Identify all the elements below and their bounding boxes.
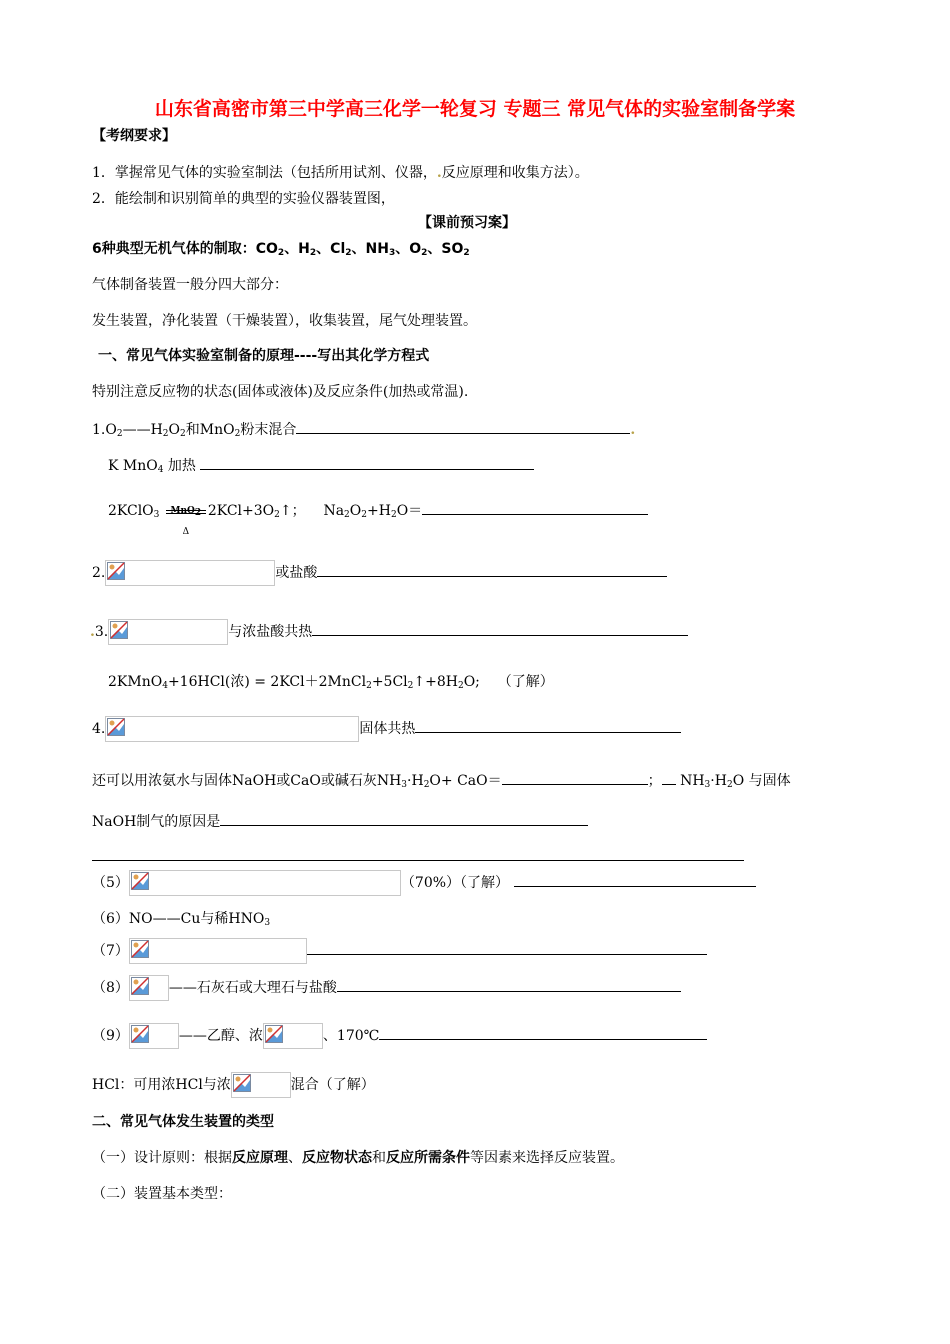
intro-line-1: 气体制备装置一般分四大部分： — [92, 277, 288, 293]
answer-blank[interactable] — [415, 718, 681, 733]
answer-blank[interactable] — [514, 872, 756, 887]
missing-image-icon — [129, 938, 307, 964]
requirement-2: 2．能绘制和识别简单的典型的实验仪器装置图， — [92, 191, 395, 207]
ammonia-line: 还可以用浓氨水与固体NaOH或CaO或碱石灰$NH_3\cdot H_2O+ CaO=$ ； $NH_3\cdot H_2O$ 与固体 — [92, 770, 791, 790]
item-9: （9） ——乙醇、浓 、170℃ — [92, 1023, 707, 1049]
page-title: 山东省高密市第三中学高三化学一轮复习 专题三 常见气体的实验室制备学案 — [154, 98, 796, 120]
missing-image-icon — [129, 1023, 179, 1049]
answer-blank[interactable] — [502, 770, 648, 785]
missing-image-icon — [129, 870, 401, 896]
hcl-line: HCl：可用浓HCl与浓 混合（了解） — [92, 1072, 375, 1098]
intro-line-2: 发生装置，净化装置（干燥装置），收集装置，尾气处理装置。 — [92, 313, 477, 329]
requirement-1: 1．掌握常见气体的实验室制法（包括所用试剂、仪器，.反应原理和收集方法）。 — [92, 165, 589, 181]
item-5: （5） （70%）（了解） — [92, 870, 756, 896]
reaction-condition: MnO$_2$ Δ — [166, 496, 206, 526]
item-6: （6）NO——Cu与稀$HNO_3$ — [92, 911, 271, 928]
item-4: 4. 固体共热 — [92, 716, 681, 742]
answer-blank-line[interactable] — [92, 846, 744, 866]
item-1-o2: $1.O_2——H_2O_2$和MnO$_2$粉末混合 . — [92, 419, 635, 439]
answer-blank[interactable] — [379, 1025, 707, 1040]
design-principle: （一）设计原则：根据反应原理、反应物状态和反应所需条件等因素来选择反应装置。 — [92, 1150, 624, 1166]
answer-blank[interactable] — [312, 621, 688, 636]
missing-image-icon — [231, 1072, 291, 1098]
section-2-heading: 二、常见气体发生装置的类型 — [92, 1114, 274, 1130]
kmno4-heating-line: K MnO$_4$ 加热 — [108, 455, 534, 475]
missing-image-icon — [129, 975, 169, 1001]
six-gases-line: 6种典型无机气体的制取：$CO_2$、$H_2$、$Cl_2$、$NH_3$、$O_2$、$SO_2$ — [92, 241, 470, 258]
answer-blank[interactable] — [307, 940, 707, 955]
answer-blank[interactable] — [220, 811, 588, 826]
item-3: .3. 与浓盐酸共热 — [90, 619, 688, 645]
answer-blank[interactable] — [317, 562, 667, 577]
answer-blank[interactable] — [337, 977, 681, 992]
answer-blank[interactable] — [296, 419, 630, 434]
answer-blank[interactable] — [422, 500, 648, 515]
missing-image-icon — [263, 1023, 323, 1049]
item-2: 2. 或盐酸 — [92, 560, 667, 586]
preview-heading: 【课前预习案】 — [418, 215, 516, 231]
item-8: （8） ——石灰石或大理石与盐酸 — [92, 975, 681, 1001]
missing-image-icon — [105, 560, 275, 586]
naoh-reason-line: NaOH制气的原因是 — [92, 811, 588, 831]
answer-blank[interactable] — [200, 455, 534, 470]
exam-requirements-heading: 【考纲要求】 — [92, 128, 176, 144]
section-1-heading: 一、常见气体实验室制备的原理----写出其化学方程式 — [98, 348, 430, 364]
kmno4-hcl-line: 2KMnO$_4$+16HCl(浓) = $2KCl+2MnCl_2+5Cl_2↑+8H_2O$; （了解） — [108, 674, 554, 691]
basic-types: （二）装置基本类型： — [92, 1186, 232, 1202]
kclo3-line: 2KClO$_3$ MnO$_2$ Δ $2KCl+3O_2↑$； $Na_2O_2+H_2O=$ — [108, 494, 648, 528]
missing-image-icon — [105, 716, 359, 742]
item-7: （7） — [92, 938, 707, 964]
stray-mark: . — [436, 165, 442, 181]
section-1-note: 特别注意反应物的状态(固体或液体)及反应条件(加热或常温). — [92, 384, 469, 400]
missing-image-icon — [108, 619, 228, 645]
